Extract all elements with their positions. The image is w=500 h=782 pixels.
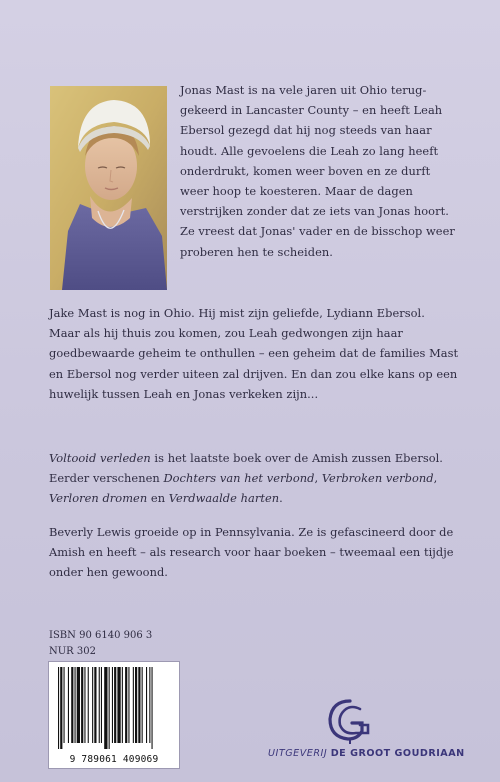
barcode-number: 9 789061 409069 [69,754,159,765]
barcode-bar [125,667,127,743]
barcode-bar [142,667,143,743]
intro-line: Jonas Mast is na vele jaren uit Ohio terug- [180,83,427,97]
plot-line: en Ebersol nog verder uiteen zal drijven. En dan zou elke kans op een [49,366,458,381]
intro-line: verstrijken zonder dat ze iets van Jonas hoort. [180,204,449,219]
book-title: Verloren dromen [49,491,148,506]
barcode-bar [117,667,120,743]
plot-line: goedbewaarde geheim te onthullen – een geheim dat de families Mast [49,346,459,361]
barcode-bar [114,667,116,743]
series-line [49,468,469,488]
isbn-block [49,628,152,660]
barcode-bar [81,667,83,743]
gg-monogram-icon [320,697,380,745]
intro-line: weer hoop te koesteren. Maar de dagen [180,184,413,199]
barcode [48,661,180,769]
plot-paragraph [49,303,469,404]
barcode-bar [64,667,65,743]
author-line: Beverly Lewis groeide op in Pennsylvania. Ze is gefascineerd door de [49,525,454,539]
intro-line: onderdrukt, komen weer boven en ze durft [180,163,431,178]
intro-paragraph [180,80,465,262]
plot-line: huwelijk tussen Leah en Jonas verkeken zijn... [49,386,319,401]
series-line [49,488,469,508]
series-text: en [147,491,169,506]
barcode-bar [133,667,134,743]
separator: , [433,471,438,486]
barcode-bar [109,667,110,749]
author-line: onder hen gewoond. [49,565,168,580]
book-title: Verbroken verbond [321,471,434,486]
publisher-house: DE GROOT GOUDRIAAN [330,748,465,759]
plot-line: Maar als hij thuis zou komen, zou Leah gedwongen zijn haar [49,326,403,341]
barcode-bar [77,667,80,743]
barcode-bar [84,667,85,743]
plot-line: Jake Mast is nog in Ohio. Hij mist zijn geliefde, Lydiann Ebersol. [49,306,425,320]
barcode-bar [149,667,150,743]
series-paragraph [49,448,469,509]
intro-line: houdt. Alle gevoelens die Leah zo lang heeft [180,143,439,158]
amish-woman-photo [50,86,167,290]
intro-line: proberen hen te scheiden. [180,244,333,259]
barcode-bar [99,667,100,743]
isbn-number: ISBN 90 6140 906 3 [49,630,153,641]
intro-line: Ze vreest dat Jonas' vader en de bisschop weer [180,224,455,239]
series-line [49,448,469,468]
barcode-bar [75,667,76,743]
barcode-bar [94,667,96,743]
barcode-bar [112,667,113,743]
book-title: Verdwaalde harten [168,491,280,506]
barcode-bar [122,667,123,743]
book-title: Voltooid verleden [49,451,151,465]
cover-photo [50,86,167,290]
publisher-prefix: UITGEVERIJ [268,748,331,759]
barcode-bar [58,667,59,749]
barcode-bar [60,667,62,749]
nur-code: NUR 302 [49,646,96,657]
author-paragraph [49,522,469,583]
barcode-bar [152,667,153,749]
separator: , [314,471,322,486]
barcode-bar [146,667,147,743]
intro-line: gekeerd in Lancaster County – en heeft Leah [180,103,443,118]
separator: . [279,491,283,506]
author-line: Amish en heeft – als research voor haar boeken – tweemaal een tijdje [49,545,454,560]
barcode-bar [71,667,73,743]
barcode-bar [104,667,107,749]
book-title: Dochters van het verbond [163,471,315,486]
barcode-bar [101,667,102,743]
intro-line: Ebersol gezegd dat hij nog steeds van haar [180,123,432,138]
barcode-bar [88,667,89,743]
barcode-bar [138,667,140,743]
barcode-bars [55,667,173,749]
publisher-name [268,748,478,759]
barcode-bar [68,667,69,743]
barcode-bar [128,667,129,743]
barcode-bar [135,667,137,743]
series-text: is het laatste boek over de Amish zussen Ebersol. [150,451,443,465]
barcode-bar [92,667,93,743]
series-text: Eerder verschenen [49,471,164,486]
